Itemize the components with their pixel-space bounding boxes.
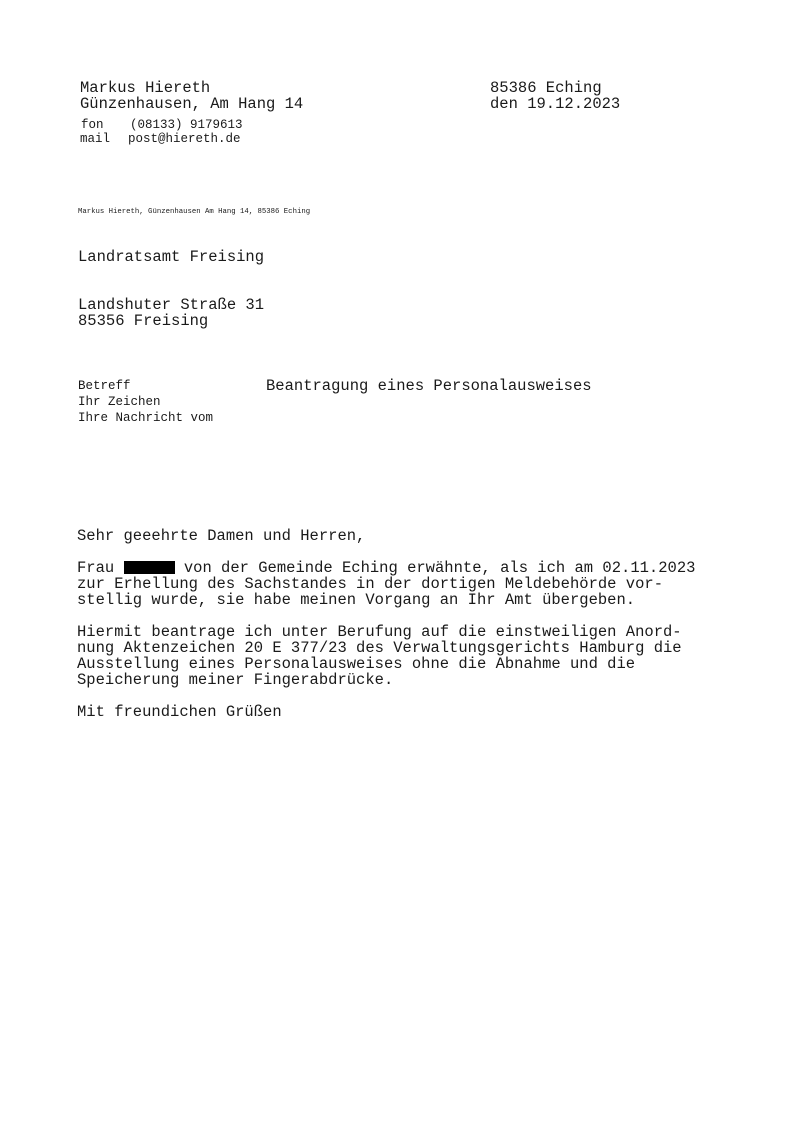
paragraph-1-line-2: zur Erhellung des Sachstandes in der dortigen Meldebehörde vor-	[77, 575, 663, 593]
sender-mail: post@hiereth.de	[128, 132, 241, 146]
letter-body	[77, 528, 727, 736]
closing: Mit freundichen Grüßen	[77, 703, 282, 721]
date: den 19.12.2023	[490, 95, 621, 113]
redacted-name	[124, 561, 175, 574]
sender-phone-label: fon	[81, 118, 104, 132]
place: 85386 Eching	[490, 79, 602, 97]
paragraph-1-line-1	[77, 560, 727, 576]
return-address-line: Markus Hiereth, Günzenhausen Am Hang 14, 85386 Eching	[78, 208, 311, 216]
paragraph-2-line-3: Ausstellung eines Personalausweises ohne die Abnahme und die	[77, 655, 636, 673]
subject-label: Betreff	[78, 379, 131, 393]
sender-address: Günzenhausen, Am Hang 14	[80, 95, 304, 113]
sender-mail-label: mail	[80, 132, 111, 146]
sender-name: Markus Hiereth	[80, 79, 211, 97]
subject: Beantragung eines Personalausweises	[266, 377, 592, 395]
p1-line1-end: von der Gemeinde Eching erwähnte, als ich am 02.11.2023	[183, 559, 696, 577]
closing-paragraph	[77, 704, 727, 720]
paragraph-2-line-2: nung Aktenzeichen 20 E 377/23 des Verwaltungsgerichts Hamburg die	[77, 639, 682, 657]
p1-line1-start: Frau	[77, 559, 115, 577]
salutation: Sehr geeehrte Damen und Herren,	[77, 527, 366, 545]
recipient-street: Landshuter Straße 31	[78, 296, 265, 314]
paragraph-2-line-1: Hiermit beantrage ich unter Berufung auf die einstweiligen Anord-	[77, 623, 682, 641]
recipient-name: Landratsamt Freising	[78, 248, 265, 266]
paragraph-2-line-4: Speicherung meiner Fingerabdrücke.	[77, 671, 394, 689]
recipient-city: 85356 Freising	[78, 312, 209, 330]
salutation-paragraph	[77, 528, 727, 544]
your-message-label: Ihre Nachricht vom	[78, 411, 214, 425]
your-reference-label: Ihr Zeichen	[78, 395, 161, 409]
paragraph-2	[77, 624, 727, 688]
paragraph-1-line-3: stellig wurde, sie habe meinen Vorgang an Ihr Amt übergeben.	[77, 591, 636, 609]
paragraph-1	[77, 560, 727, 608]
sender-phone: (08133) 9179613	[130, 118, 243, 132]
